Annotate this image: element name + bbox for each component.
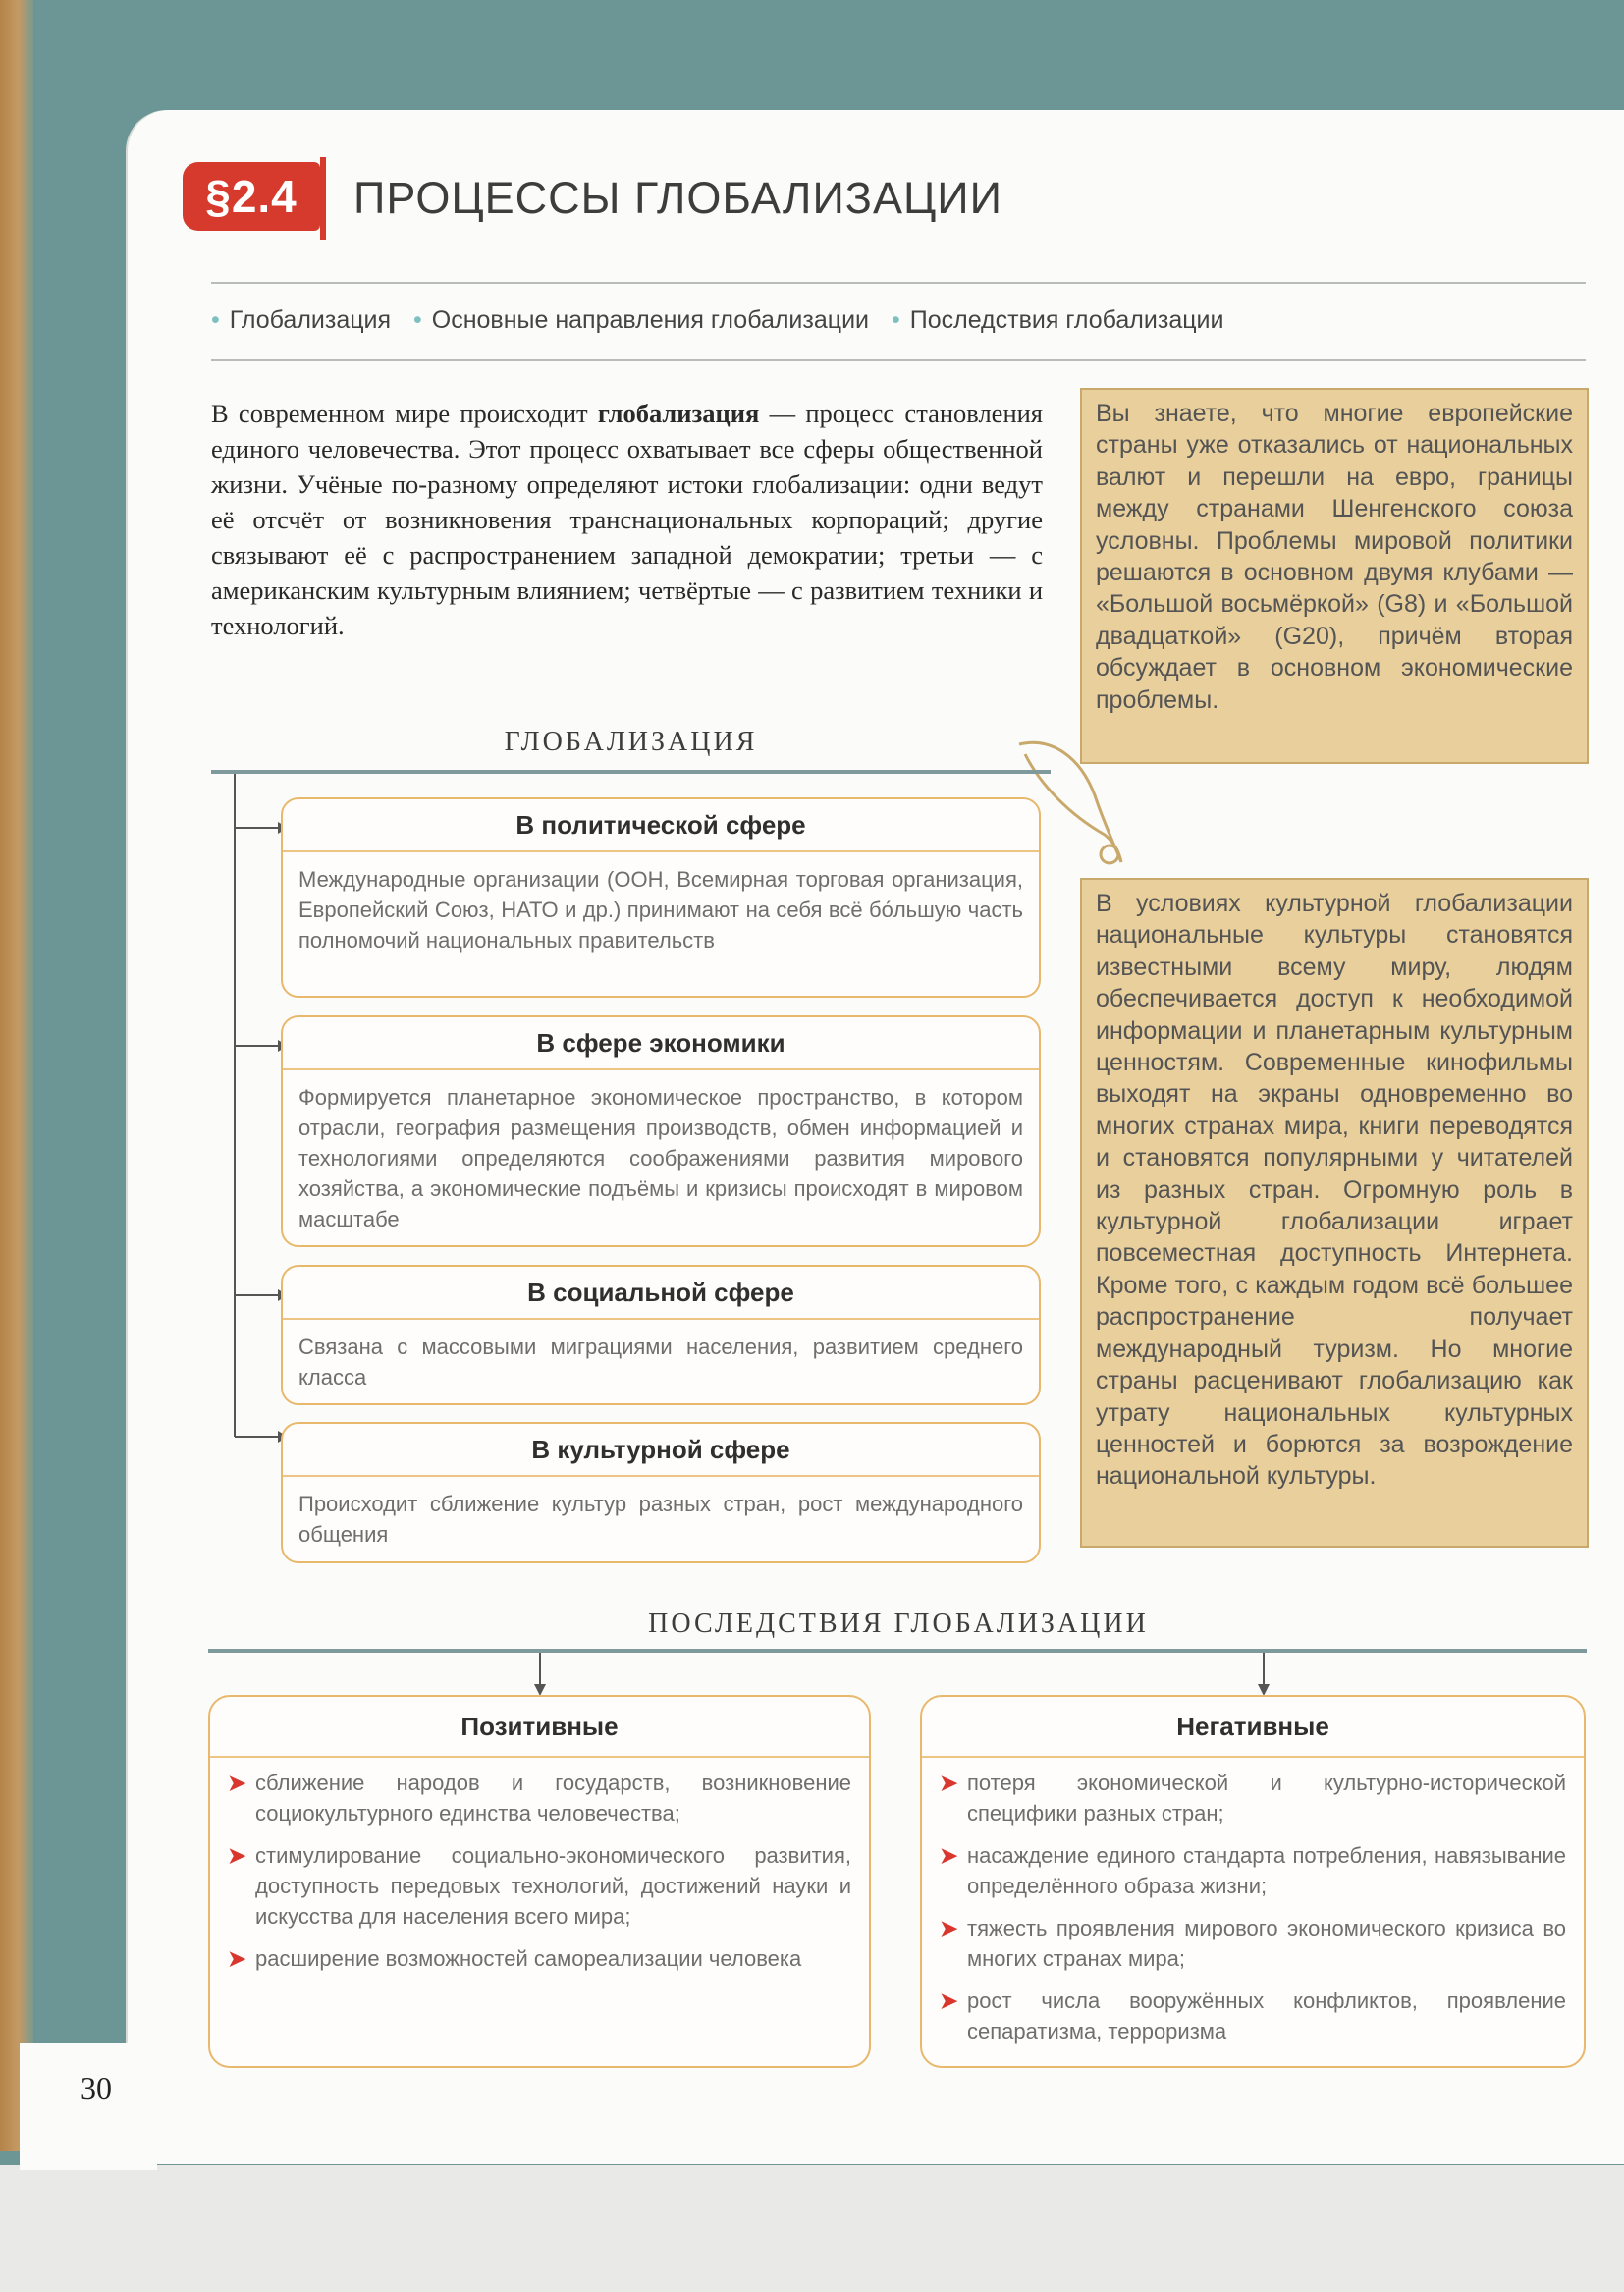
- list-item: ➤ сближение народов и государств, возникновение социокультурного единства человечества;: [228, 1768, 851, 1828]
- branch-connector-icon: [221, 774, 290, 1461]
- topic-item: • Последствия глобализации: [891, 306, 1224, 334]
- sphere-text: Формируется планетарное экономическое пространство, в котором отрасли, география размещения производств, обмен информацией и технологиями определяются соображениями развития мирового хозяйства, а экономические подъёмы и кризисы происходят в мировом масштабе: [298, 1085, 1023, 1231]
- sphere-title: В социальной сфере: [283, 1267, 1039, 1320]
- sidebar-note-culture: В условиях культурной глобализации национальные культуры становятся известными всему миру, людям обеспечивается доступ к необходимой информации и планетарным культурным ценностям. Современные кинофильмы выходят на экраны одновременно во многих странах мира, книги переводятся и становятся популярными у читателей из разных стран. Огромную роль в культурной глобализации играет повсеместная доступность Интернета. Кроме того, с каждым годом всё большее распространение получает международный туризм. Но многие страны расценивают глобализацию как утрату национальных культурных ценностей и борются за возрождение национальной культуры.: [1080, 878, 1589, 1548]
- topics-rule: [211, 359, 1586, 361]
- bullet-dot-icon: •: [211, 306, 220, 334]
- topic-item: • Основные направления глобализации: [413, 306, 870, 334]
- sphere-social: [281, 1265, 1041, 1405]
- consequences-heading: ПОСЛЕДСТВИЯ ГЛОБАЛИЗАЦИИ: [648, 1609, 1149, 1639]
- positive-consequences: [208, 1695, 871, 2068]
- arrow-bullet-icon: ➤: [228, 1771, 246, 1795]
- list-item: ➤ расширение возможностей самореализации человека: [228, 1943, 851, 1974]
- sphere-cultural: [281, 1422, 1041, 1563]
- badge-divider: [320, 157, 326, 240]
- sphere-title: В сфере экономики: [283, 1017, 1039, 1070]
- list-item: ➤ стимулирование социально-экономического развития, доступность передовых технологий, достижений науки и искусства для населения всего мира;: [228, 1840, 851, 1932]
- page-number: 30: [81, 2070, 112, 2105]
- page-title: ПРОЦЕССЫ ГЛОБАЛИЗАЦИИ: [353, 173, 1002, 223]
- sphere-title: В культурной сфере: [283, 1424, 1039, 1477]
- arrow-bullet-icon: ➤: [228, 1843, 246, 1868]
- topic-item: • Глобализация: [211, 306, 392, 334]
- list-item: ➤ рост числа вооружённых конфликтов, проявление сепаратизма, терроризма: [940, 1986, 1566, 2046]
- sidebar-note-europe: Вы знаете, что многие европейские страны уже отказались от национальных валют и перешли на евро, границы между странами Шенгенского союза условны. Проблемы мировой политики решаются в основном двумя клубами — «Большой восьмёркой» (G8) и «Большой двадцаткой» (G20), причём вторая обсуждает в основном экономические проблемы.: [1080, 388, 1589, 764]
- sphere-text: Происходит сближение культур разных стран, рост международного общения: [298, 1492, 1023, 1547]
- bullet-dot-icon: •: [413, 306, 422, 334]
- arrow-bullet-icon: ➤: [940, 1771, 958, 1795]
- key-term: глобализация: [597, 399, 760, 428]
- intro-paragraph: В современном мире происходит глобализация — процесс становления единого человечества. Этот процесс охватывает все сферы общественной жизни. Учёные по-разному определяют истоки глобализации: одни ведут её отсчёт от возникновения транснациональных корпораций; другие связывают её с распространением западной демократии; третьи — с американским культурным влиянием; четвёртые — с развитием техники и технологий.: [211, 399, 1043, 640]
- arrow-bullet-icon: ➤: [940, 1916, 958, 1940]
- positive-list: [210, 1758, 869, 1974]
- globalization-rule: [211, 770, 1051, 774]
- topics-list: [211, 302, 1239, 338]
- sphere-political: [281, 797, 1041, 998]
- arrow-bullet-icon: ➤: [228, 1946, 246, 1971]
- sphere-text: Связана с массовыми миграциями населения, развитием среднего класса: [298, 1335, 1023, 1390]
- bullet-dot-icon: •: [891, 306, 900, 334]
- section-badge: §2.4: [183, 162, 320, 231]
- list-item: ➤ потеря экономической и культурно-исторической специфики разных стран;: [940, 1768, 1566, 1828]
- sphere-economic: [281, 1015, 1041, 1247]
- page-corner: [20, 2043, 157, 2170]
- negative-consequences: [920, 1695, 1586, 2068]
- list-item: ➤ насаждение единого стандарта потребления, навязывание определённого образа жизни;: [940, 1840, 1566, 1901]
- scan-margin: [0, 2165, 1624, 2292]
- sphere-title: В политической сфере: [283, 799, 1039, 852]
- list-item: ➤ тяжесть проявления мирового экономического кризиса во многих странах мира;: [940, 1913, 1566, 1974]
- negative-title: Негативные: [922, 1697, 1584, 1758]
- positive-title: Позитивные: [210, 1697, 869, 1758]
- down-arrows-icon: [511, 1653, 1296, 1697]
- arrow-bullet-icon: ➤: [940, 1843, 958, 1868]
- book-spine: [0, 0, 33, 2151]
- top-rule: [211, 282, 1586, 284]
- negative-list: [922, 1758, 1584, 2046]
- sphere-text: Международные организации (ООН, Всемирная торговая организация, Европейский Союз, НАТО и др.) принимают на себя всё бо́льшую часть полномочий национальных правительств: [298, 867, 1023, 953]
- globalization-heading: ГЛОБАЛИЗАЦИЯ: [504, 727, 758, 757]
- arrow-bullet-icon: ➤: [940, 1989, 958, 2013]
